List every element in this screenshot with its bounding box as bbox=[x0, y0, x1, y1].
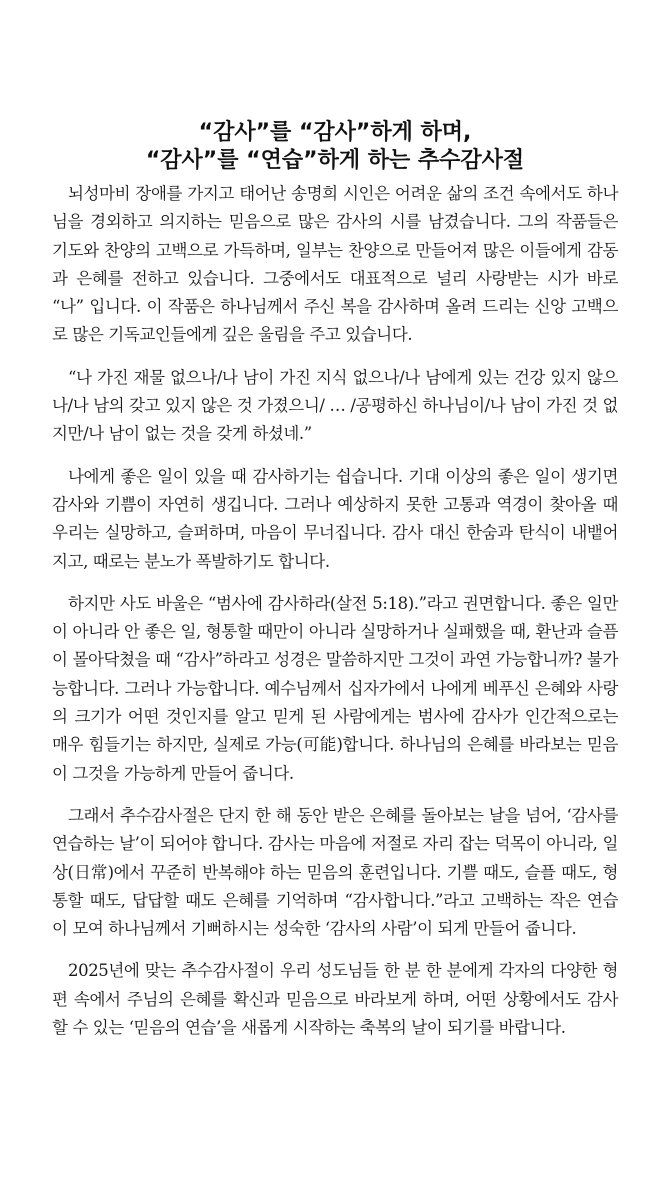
article-body bbox=[52, 180, 618, 1056]
paragraph-gratitude-easy: 나에게 좋은 일이 있을 때 감사하기는 쉽습니다. 기대 이상의 좋은 일이 생기면 감사와 기쁨이 자연히 생깁니다. 그러나 예상하지 못한 고통과 역경이 찾아올 때 우리는 실망하고, 슬퍼하며, 마음이 무너집니다. 감사 대신 한숨과 탄식이 내뱉어지고, 때로는 분노가 폭발하기도 합니다. bbox=[52, 466, 618, 571]
paragraph-poem-quote: “나 가진 재물 없으나/나 남이 가진 지식 없으나/나 남에게 있는 건강 있지 않으나/나 남의 갖고 있지 않은 것 가졌으니/ … /공평하신 하나님이/나 남이 가진 것 없지만/나 남이 없는 것을 갖게 하셨네.” bbox=[52, 367, 618, 444]
title-line-1: “감사”를 “감사”하게 하며, bbox=[198, 120, 472, 145]
paragraph-blessing: 2025년에 맞는 추수감사절이 우리 성도님들 한 분 한 분에게 각자의 다양한 형편 속에서 주님의 은혜를 확신과 믿음으로 바라보게 하며, 어떤 상황에서도 감사할 수 있는 ‘믿음의 연습’을 새롭게 시작하는 축복의 날이 되기를 바랍니다. bbox=[52, 961, 618, 1038]
title-line-2: “감사”를 “연습”하게 하는 추수감사절 bbox=[145, 148, 525, 173]
paragraph-intro: 뇌성마비 장애를 가지고 태어난 송명희 시인은 어려운 삶의 조건 속에서도 하나님을 경외하고 의지하는 믿음으로 많은 감사의 시를 남겼습니다. 그의 작품들은 기도와 찬양의 고백으로 가득하며, 일부는 찬양으로 만들어져 많은 이들에게 감동과 은혜를 전하고 있습니다. 그중에서도 대표적으로 널리 사랑받는 시가 바로 “나” 입니다. 이 작품은 하나님께서 주신 복을 감사하며 올려 드리는 신앙 고백으로 많은 기독교인들에게 깊은 울림을 주고 있습니다. bbox=[52, 184, 618, 345]
paragraph-paul-exhortation: 하지만 사도 바울은 “범사에 감사하라(살전 5:18).”라고 권면합니다. 좋은 일만이 아니라 안 좋은 일, 형통할 때만이 아니라 실망하거나 실패했을 때, 환난과 슬픔이 몰아닥쳤을 때 “감사”하라고 성경은 말씀하지만 그것이 과연 가능합니까? 불가능합니다. 그러나 가능합니다. 예수님께서 십자가에서 나에게 베푸신 은혜와 사랑의 크기가 어떤 것인지를 알고 믿게 된 사람에게는 범사에 감사가 인간적으로는 매우 힘들기는 하지만, 실제로 가능(可能)합니다. 하나님의 은혜를 바라보는 믿음이 그것을 가능하게 만들어 줍니다. bbox=[52, 593, 618, 783]
paragraph-practice-gratitude: 그래서 추수감사절은 단지 한 해 동안 받은 은혜를 돌아보는 날을 넘어, ‘감사를 연습하는 날’이 되어야 합니다. 감사는 마음에 저절로 자리 잡는 덕목이 아니라, 일상(日常)에서 꾸준히 반복해야 하는 믿음의 훈련입니다. 기쁠 때도, 슬플 때도, 형통할 때도, 답답할 때도 은혜를 기억하며 “감사합니다.”라고 고백하는 작은 연습이 모여 하나님께서 기뻐하시는 성숙한 ‘감사의 사람’이 되게 만들어 줍니다. bbox=[52, 805, 618, 939]
